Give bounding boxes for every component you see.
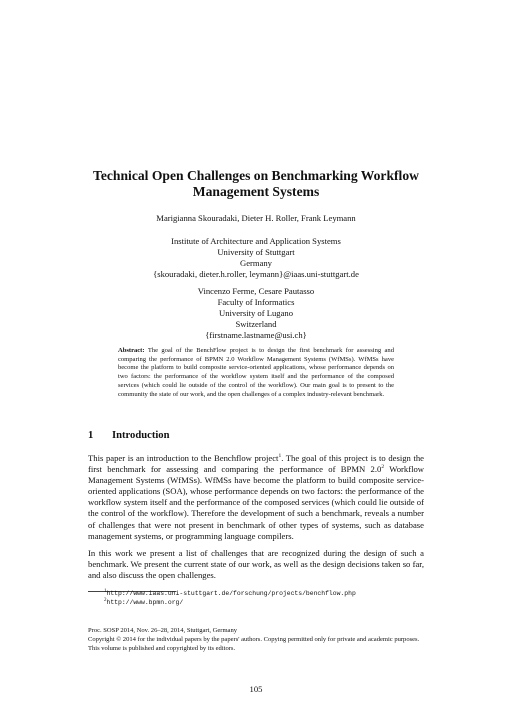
- affiliation-line: Institute of Architecture and Application Systems: [171, 236, 341, 246]
- paragraph-text: . The goal of this project is to design the first benchmark for assessing and comparing the performance of BPMN 2.0: [88, 453, 425, 475]
- affiliation-line: University of Lugano: [219, 308, 293, 319]
- affiliation-line: University of Stuttgart: [217, 247, 295, 258]
- affiliation-stuttgart: [0, 236, 512, 280]
- abstract: [118, 347, 394, 399]
- footnote-ref-2[interactable]: 2: [381, 464, 385, 471]
- copyright-line: Copyright © 2014 for the individual papers by the papers' authors. Copying permitted only for private and academic purposes. This volume is published and copyrighted by its editors.: [88, 635, 420, 652]
- footnote-url-link[interactable]: http://www.iaas.uni-stuttgart.de/forschung/projects/benchflow.php: [106, 590, 356, 597]
- footnote-ref-1[interactable]: 1: [278, 453, 282, 460]
- paper-title: [0, 168, 512, 200]
- footnote-1: [104, 589, 356, 598]
- page-number: 105: [249, 684, 263, 694]
- footnote-2: [104, 598, 183, 607]
- section-heading: [88, 430, 170, 441]
- footnote-mark: 1: [104, 588, 107, 594]
- footnote-url-link[interactable]: http://www.bpmn.org/: [106, 599, 184, 606]
- section-number: 1: [88, 430, 94, 441]
- affiliation-line: Switzerland: [235, 319, 277, 330]
- intro-paragraph-1: [88, 453, 424, 542]
- title-line-1: Technical Open Challenges on Benchmarking Workflow: [93, 168, 419, 183]
- affiliation-lugano: [0, 286, 512, 341]
- title-line-2: Management Systems: [192, 184, 320, 199]
- author-list: Marigianna Skouradaki, Dieter H. Roller, Frank Leymann: [156, 213, 356, 223]
- affiliation-line: Germany: [240, 258, 272, 269]
- footnote-mark: 2: [104, 597, 107, 603]
- abstract-label: Abstract:: [118, 347, 145, 354]
- proceedings-note: [88, 627, 428, 653]
- affiliation-email: {skouradaki, dieter.h.roller, leymann}@iaas.uni-stuttgart.de: [153, 269, 359, 280]
- abstract-text: The goal of the BenchFlow project is to design the first benchmark for assessing and comparing the performance of BPMN 2.0 Workflow Management Systems (WfMSs). WfMSs have become the platform to build composite service-oriented applications, whose performance depends on two factors: the performance of the workflow system itself and the performance of the composed services (which could lie outside of the control of the workflow). Our main goal is to present to the community the state of our work, and the open challenges of a complex industry-relevant benchmark.: [118, 347, 394, 398]
- affiliation-authors: Vincenzo Ferme, Cesare Pautasso: [197, 286, 315, 296]
- paragraph-text: This paper is an introduction to the Benchflow project: [88, 453, 279, 463]
- section-title: Introduction: [112, 430, 170, 441]
- affiliation-line: Faculty of Informatics: [217, 297, 295, 308]
- affiliation-email: {firstname.lastname@usi.ch}: [205, 330, 307, 341]
- proceedings-line: Proc. SOSP 2014, Nov. 26–28, 2014, Stuttgart, Germany: [88, 627, 237, 634]
- intro-paragraph-2: In this work we present a list of challenges that are recognized during the design of such a benchmark. We present the current state of our work, as well as the design decisions taken so far, and also discuss the open challenges.: [88, 548, 424, 581]
- paragraph-text: Workflow Management Systems (WfMSs). WfMSs have become the platform to build composite service-oriented applications (SOA), whose performance depends on two factors: the performance of the workflow system itself and the performance of the composed services (which could lie outside of the control of the workflow). Therefore the development of such a benchmark, reveals a number of challenges that were not present in benchmark of other types of systems, such as database management systems, or programming language compilers.: [88, 464, 425, 541]
